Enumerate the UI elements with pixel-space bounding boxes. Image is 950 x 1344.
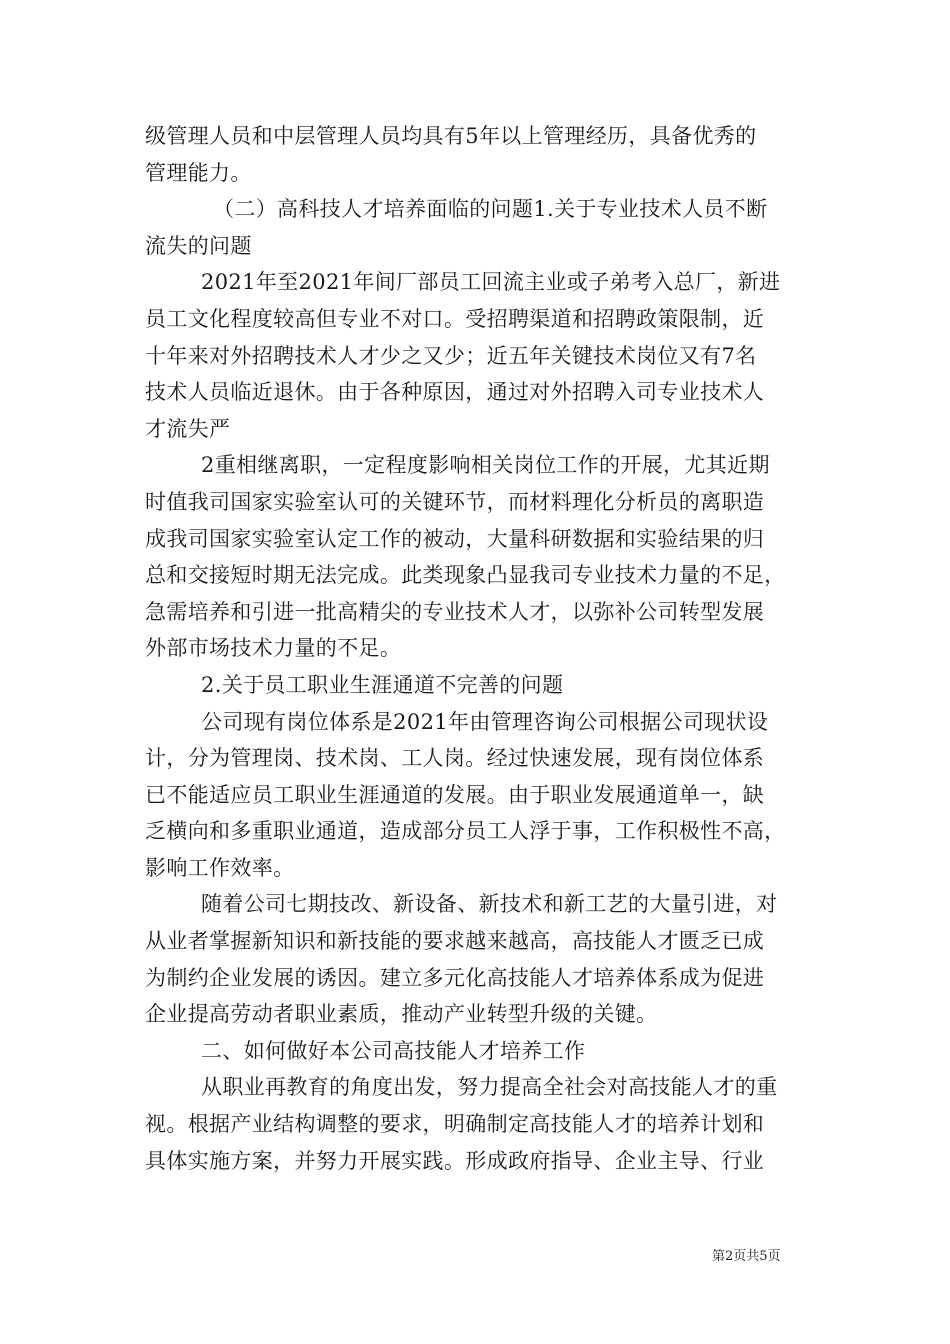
text-line: 公司现有岗位体系是2021年由管理咨询公司根据公司现状设 [201,709,769,734]
document-body [145,118,807,1179]
text-line: 已不能适应员工职业生涯通道的发展。由于职业发展通道单一，缺 [145,782,765,807]
text-line: 随着公司七期技改、新设备、新技术和新工艺的大量引进，对 [201,892,778,917]
text-line: 影响工作效率。 [145,855,295,880]
text-line: 外部市场技术力量的不足。 [145,636,402,661]
text-line: 十年来对外招聘技术人才少之又少；近五年关键技术岗位又有7名 [145,343,757,368]
text-line: 从职业再教育的角度出发，努力提高全社会对高技能人才的重 [201,1075,778,1100]
text-line: 从业者掌握新知识和新技能的要求越来越高，高技能人才匮乏已成 [145,929,765,954]
page-number: 第2页共5页 [712,1249,781,1264]
text-line: 级管理人员和中层管理人员均具有5年以上管理经历，具备优秀的 [145,124,757,148]
section-heading: 二、如何做好本公司高技能人才培养工作 [201,1038,586,1063]
text-line: 员工文化程度较高但专业不对口。受招聘渠道和招聘政策限制，近 [145,306,765,331]
subsection-heading: 2.关于员工职业生涯通道不完善的问题 [201,672,564,697]
text-line: 具体实施方案，并努力开展实践。形成政府指导、企业主导、行业 [145,1148,765,1173]
text-line: 2重相继离职，一定程度影响相关岗位工作的开展，尤其近期 [201,453,770,478]
text-line: 技术人员临近退休。由于各种原因，通过对外招聘入司专业技术人 [145,380,765,405]
text-line: 急需培养和引进一批高精尖的专业技术人才，以弥补公司转型发展 [145,599,765,624]
text-line: 企业提高劳动者职业素质，推动产业转型升级的关键。 [145,1002,658,1027]
text-line: 为制约企业发展的诱因。建立多元化高技能人才培养体系成为促进 [145,965,765,990]
section-heading: （二）高科技人才培养面临的问题1.关于专业技术人员不断 [213,197,768,222]
text-line: 管理能力。 [145,160,252,185]
text-line: 总和交接短时期无法完成。此类现象凸显我司专业技术力量的不足， [145,563,786,588]
text-line: 成我司国家实验室认定工作的被动，大量科研数据和实验结果的归 [145,526,765,551]
text-line: 流失的问题 [145,233,252,258]
text-line: 2021年至2021年间厂部员工回流主业或子弟考入总厂，新进 [201,270,781,295]
text-line: 乏横向和多重职业通道，造成部分员工人浮于事，工作积极性不高， [145,819,786,844]
text-line: 时值我司国家实验室认可的关键环节，而材料理化分析员的离职造 [145,489,765,514]
text-line: 视。根据产业结构调整的要求，明确制定高技能人才的培养计划和 [145,1112,765,1137]
text-line: 计，分为管理岗、技术岗、工人岗。经过快速发展，现有岗位体系 [145,746,765,771]
text-line: 才流失严 [145,416,231,441]
